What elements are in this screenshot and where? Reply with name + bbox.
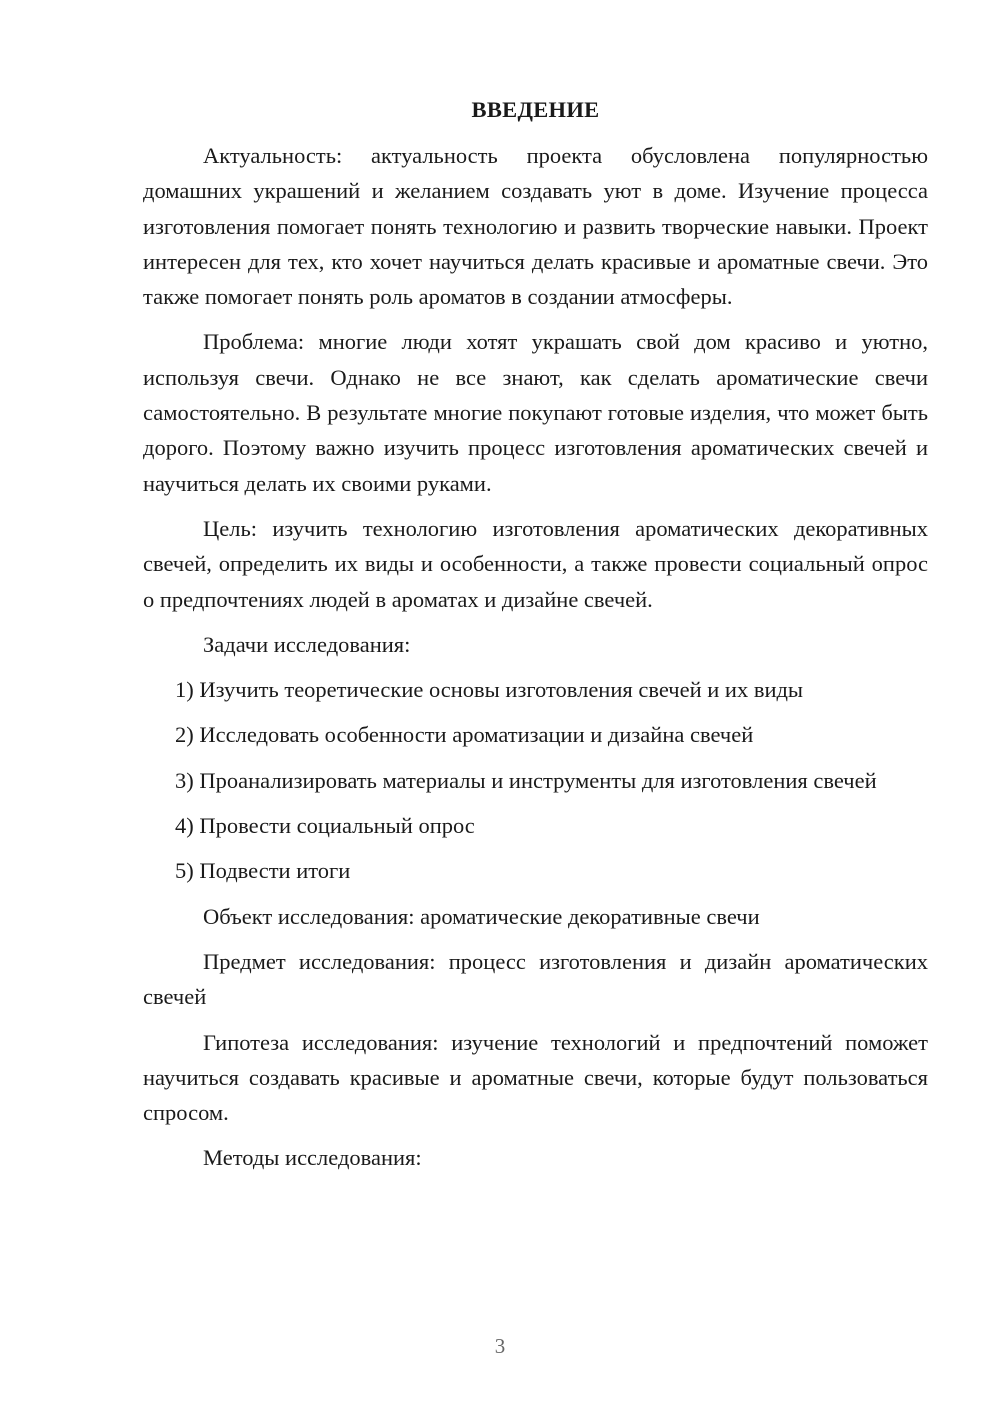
list-item: 1) Изучить теоретические основы изготовления свечей и их виды (175, 677, 804, 703)
page-number: 3 (494, 1334, 506, 1358)
list-item: 5) Подвести итоги (175, 858, 351, 884)
paragraph-hypothesis: Гипотеза исследования: изучение технологий и предпочтений поможет научиться создавать красивые и ароматные свечи, которые будут пользоваться спросом. (143, 1029, 928, 1126)
paragraph-relevance: Актуальность: актуальность проекта обусловлена популярностью домашних украшений и желанием создавать уют в доме. Изучение процесса изготовления помогает понять технологию и развить творческие навыки. Проект интересен для тех, кто хочет научиться делать красивые и ароматные свечи. Это также помогает понять роль ароматов в создании атмосферы. (143, 143, 928, 310)
paragraph-goal: Цель: изучить технологию изготовления ароматических декоративных свечей, определить их виды и особенности, а также провести социальный опрос о предпочтениях людей в ароматах и дизайне свечей. (143, 515, 928, 612)
list-item: 4) Провести социальный опрос (175, 813, 475, 839)
methods-heading: Методы исследования: (203, 1145, 422, 1171)
list-item: 2) Исследовать особенности ароматизации и дизайна свечей (175, 722, 754, 748)
tasks-heading: Задачи исследования: (203, 631, 411, 657)
paragraph-problem: Проблема: многие люди хотят украшать свой дом красиво и уютно, используя свечи. Однако не все знают, как сделать ароматические свечи самостоятельно. В результате многие покупают готовые изделия, что может быть дорого. Поэтому важно изучить процесс изготовления ароматических свечей и научиться делать их своими руками. (143, 329, 928, 496)
section-title: ВВЕДЕНИЕ (471, 97, 600, 122)
paragraph-object: Объект исследования: ароматические декоративные свечи (203, 903, 760, 929)
list-item: 3) Проанализировать материалы и инструменты для изготовления свечей (175, 767, 877, 793)
paragraph-subject: Предмет исследования: процесс изготовления и дизайн ароматических свечей (143, 948, 928, 1010)
document-page (143, 92, 928, 1186)
